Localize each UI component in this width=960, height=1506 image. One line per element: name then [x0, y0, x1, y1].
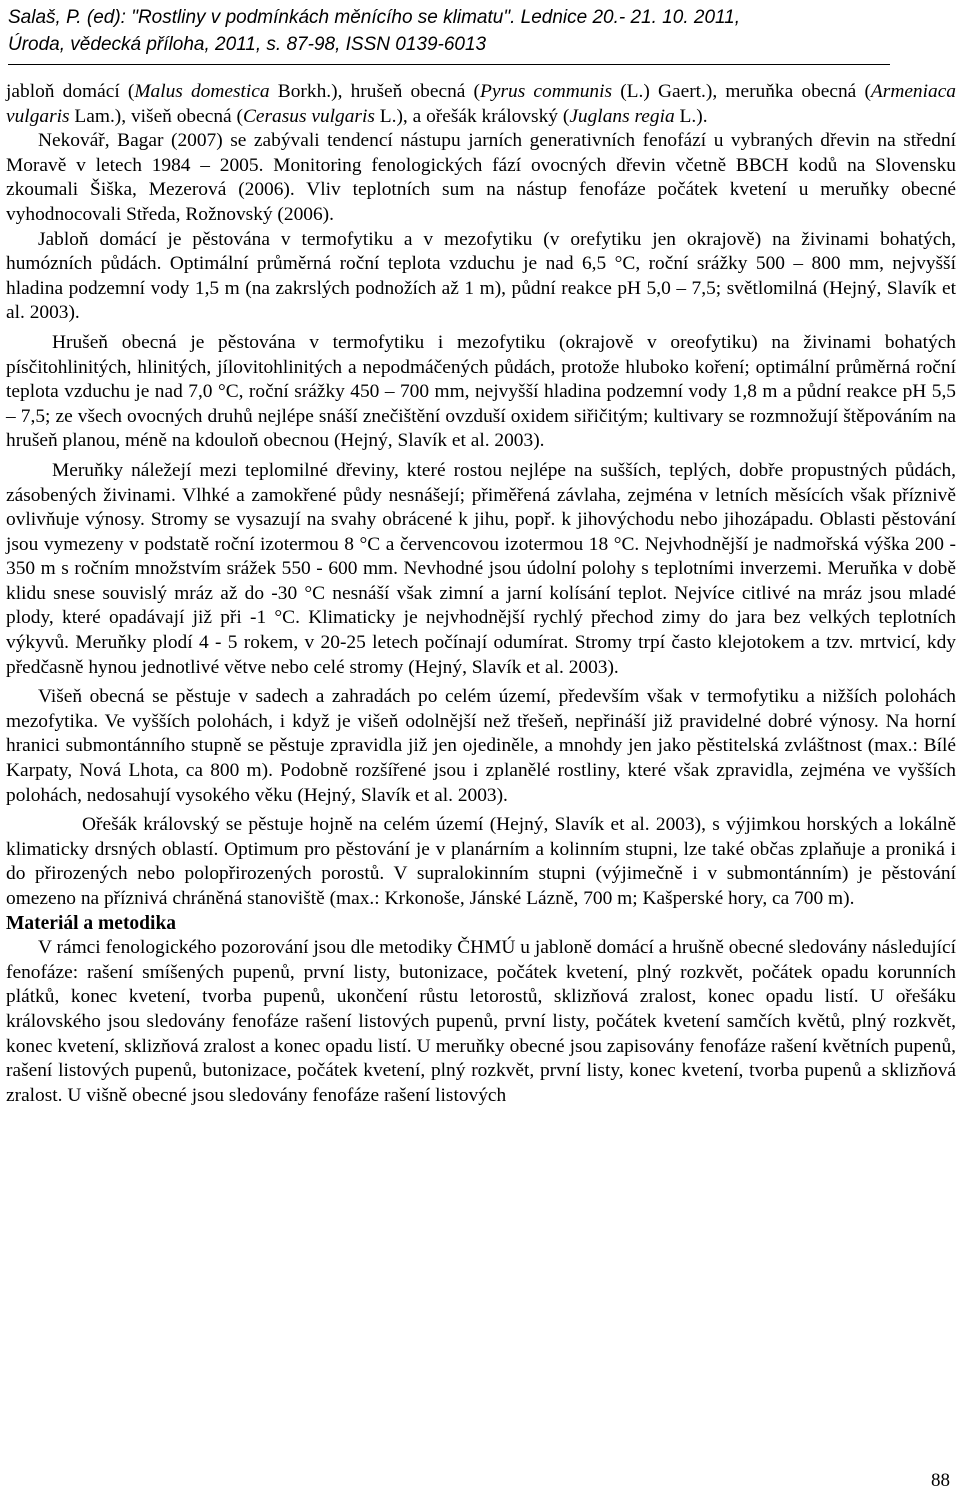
page-number: 88: [931, 1470, 950, 1491]
paragraph-pear: Hrušeň obecná je pěstována v termofytiku i mezofytiku (okrajově v oreofytiku) na živinami bohatých písčitohlinitých, hlinitých, jílovitohlinitých a nepodmáčených půdách, protože hluboko koření; optimální průměrná roční teplota vzduchu je nad 7,0 °C, roční srážky 450 – 700 mm, nejvyšší hladina podzemní vody 1,8 m a půdní reakce pH 5,5 – 7,5; ze všech ovocných druhů nejlépe snáší znečištění ovzduší oxidem siřičitým; kultivary se rozmnožují štěpováním na hrušeň planou, méně na kdouloň obecnou (Hejný, Slavík et al. 2003).: [6, 331, 956, 452]
section-heading: Materiál a metodika: [6, 912, 177, 934]
header-line-2: Úroda, vědecká příloha, 2011, s. 87-98, ISSN 0139-6013: [8, 34, 487, 55]
latin-name: Cerasus vulgaris: [242, 105, 375, 127]
paragraph-apricot: Meruňky náležejí mezi teplomilné dřeviny, které rostou nejlépe na sušších, teplých, dobře propustných půdách, zásobených živinami. Vlhké a zamokřené půdy nesnášejí; přiměřená závlaha, zejména v letních měsících však příznivě ovlivňuje výnosy. Stromy se vysazují na svahy obrácené k jihu, popř. k jihovýchodu nebo jihozápadu. Oblasti pěstování jsou vymezeny v podstatě roční izotermou 8 °C a červencovou izotermou 18 °C. Nejvhodnější je nadmořská výška 200 - 350 m s ročním množstvím srážek 550 - 600 mm. Nevhodné jsou údolní polohy s teplotními inverzemi. Meruňka v době klidu snese souvislý mráz až do -30 °C nesnáší však zimní a jarní kolísání teplot. Nejvíce citlivé na mráz jsou mladé plody, které opadávají již při -1 °C. Klimaticky je nejvhodnější rychlý přechod zimy do jara bez velkých teplotních výkyvů. Meruňky plodí 4 - 5 rokem, v 20-25 letech počínají odumírat. Stromy trpí často klejotokem a tzv. mrtvicí, kdy předčasně hynou jednotlivé větve nebo celé stromy (Hejný, Slavík et al. 2003).: [6, 459, 956, 678]
paragraph-phenology-studies: Nekovář, Bagar (2007) se zabývali tendencí nástupu jarních generativních fenofází u vybraných dřevin na střední Moravě v letech 1984 – 2005. Monitoring fenologických fází ovocných dřevin včetně BBCH kodů na Slovensku zkoumali Šiška, Mezerová (2006). Vliv teplotních sum na nástup fenofáze počátek kvetení u meruňky obecné vyhodnocovali Středa, Rožnovský (2006).: [6, 130, 956, 225]
text-run: L.).: [674, 105, 708, 127]
latin-name: Juglans regia: [569, 105, 675, 127]
paragraph-apple: Jabloň domácí je pěstována v termofytiku a v mezofytiku (v orefytiku jen okrajově) na živinami bohatých, humózních půdách. Optimální průměrná roční teplota vzduchu je nad 6,5 °C, roční srážky 500 – 800 mm, nejvyšší hladina podzemní vody 1,5 m (na zakrslých podnožích až 1 m), půdní reakce pH 5,0 – 7,5; světlomilná (Hejný, Slavík et al. 2003).: [6, 228, 956, 324]
text-run: Borkh.), hrušeň obecná (: [269, 81, 480, 102]
article-body: [6, 80, 956, 1108]
text-run: jabloň domácí (: [6, 81, 135, 102]
latin-name: Pyrus communis: [480, 81, 613, 102]
header-rule: [8, 64, 890, 65]
text-run: (L.) Gaert.), meruňka obecná (: [612, 81, 871, 102]
header-line-1: Salaš, P. (ed): "Rostliny v podmínkách měnícího se klimatu". Lednice 20.- 21. 10. 2011,: [8, 7, 741, 28]
text-run: L.), a ořešák královský (: [374, 105, 570, 127]
intro-paragraph-species: [6, 80, 956, 129]
latin-name: Malus domestica: [134, 81, 270, 102]
paragraph-walnut: Ořešák královský se pěstuje hojně na celém území (Hejný, Slavík et al. 2003), s výjimkou horských a lokálně klimaticky drsných oblastí. Optimum pro pěstování je v planárním a kolinním stupni, lze také občas zplaňuje a proniká i do přirozených nebo polopřirozených porostů. V supralokinním stupni (výjimečně i v submontánním) je pěstování omezeno na příznivá chráněná stanoviště (max.: Krkonoše, Jánské Lázně, 700 m; Kašperské hory, ca 700 m).: [6, 814, 956, 909]
running-header: [8, 4, 908, 58]
paragraph-sour-cherry: Višeň obecná se pěstuje v sadech a zahradách po celém území, především však v termofytiku a nižších polohách mezofytika. Ve vyšších polohách, i když je višeň odolnější než třešeň, nepřináší již pravidelné dobré výnosy. Na horní hranici submontánního stupně se pěstuje zpravidla již jen ojediněle, a mnohdy jen jako pěstitelská zvláštnost (max.: Bílé Karpaty, Nová Lhota, ca 800 m). Podobně rozšířené jsou i zplanělé rostliny, které však zpravidla, zejména ve vyšších polohách, nedosahují vysokého věku (Hejný, Slavík et al. 2003).: [6, 686, 956, 806]
latin-name: Armeniaca vulgaris: [6, 81, 957, 127]
paragraph-methods: V rámci fenologického pozorování jsou dle metodiky ČHMÚ u jabloně domácí a hrušně obecné sledovány následující fenofáze: rašení smíšených pupenů, první listy, butonizace, počátek kvetení, plný rozkvět, počátek opadu korunních plátků, konec kvetení, tvorba pupenů, ukončení růstu letorostů, sklizňová zralost, konec opadu listí. U ořešáku královského jsou sledovány fenofáze rašení listových pupenů, první listy, počátek kvetení samčích květů, plný rozkvět, konec kvetení, sklizňová zralost a konec opadu listí. U meruňky obecné jsou zapisovány fenofáze rašení květních pupenů, rašení listových pupenů, butonizace, počátek kvetení, plný rozkvět, první listy, konec kvetení, tvorba pupenů a sklizňová zralost. U višně obecné jsou sledovány fenofáze rašení listových: [6, 937, 956, 1106]
text-run: Lam.), višeň obecná (: [69, 105, 243, 127]
